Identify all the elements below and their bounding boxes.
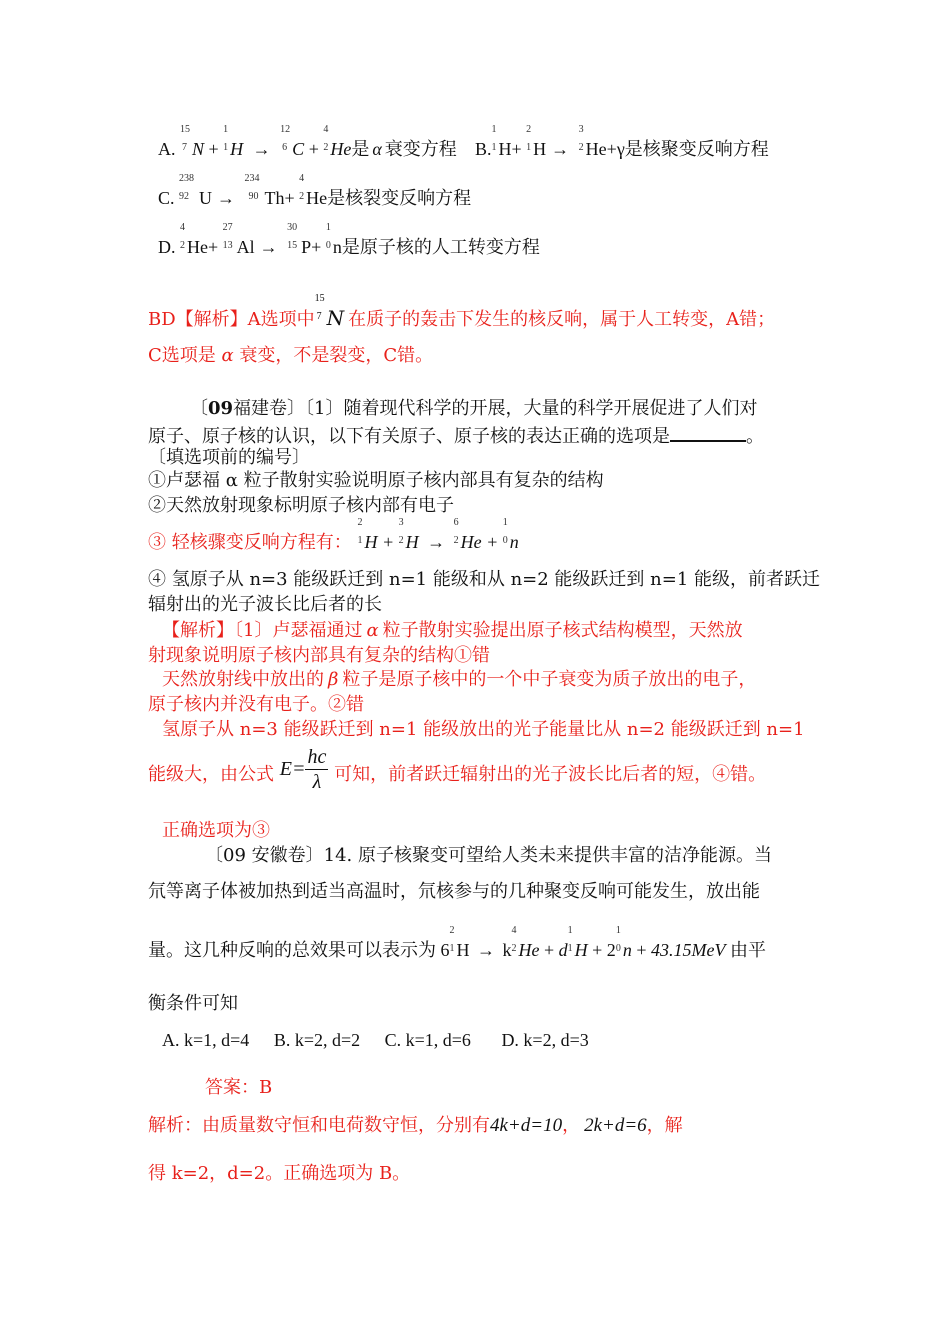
alpha-symbol: α: [372, 139, 382, 159]
nuclide-c12: 12 6 C: [280, 124, 305, 159]
nuclide-he3: 3 2 He: [578, 124, 607, 159]
nuclide-he4d: 4 2 He: [180, 222, 208, 257]
energy-formula: [279, 745, 334, 793]
nuclide-he4c: 4 2 He: [299, 173, 328, 208]
q3-exp-line1: 解析：由质量数守恒和电荷数守恒，分别有4k+d=10， 2k+d=6，解: [148, 1115, 683, 1136]
option-b: B. 1 1 H+ 2 1 H → 3 2 He+γ是核聚变反响方程: [475, 124, 769, 159]
q2-exp-line6: [148, 745, 766, 805]
option-a-label: A.: [158, 139, 176, 159]
nuclide-p30: 30 15 P: [287, 222, 312, 257]
q2-exp6-b: 可知，前者跃迁辐射出的光子波长比后者的短，④错。: [334, 764, 767, 785]
q1-explanation-line2: [148, 344, 433, 368]
answer-blank[interactable]: [670, 422, 746, 442]
q2-exp-line3: [162, 668, 756, 692]
q2-head-text: 福建卷〕〔1〕随着现代科学的开展，大量的科学开展促进了人们对: [233, 398, 758, 419]
option-b-label: B.: [475, 139, 492, 159]
fusion-equation: 2 1 H + 3 2 H → 6 2 He + 1 0 n: [357, 517, 519, 552]
option-c-tail: 是核裂变反响方程: [327, 188, 472, 208]
alpha-symbol-2: α: [221, 345, 234, 366]
q3-heading: 〔09 安徽卷〕14. 原子核聚变可望给人类未来提供丰富的洁净能源。当: [205, 845, 772, 866]
nuclide-he4: 4 2 He: [323, 124, 352, 159]
q2-correct: 正确选项为③: [162, 820, 270, 841]
q2-exp1-b: 粒子散射实验提出原子核式结构模型，天然放: [382, 620, 743, 641]
q2-exp-line2: 射现象说明原子核内部具有复杂的结构①错: [148, 645, 490, 666]
option-a: A. 15 7 N + 1 1 H → 12 6 C + 4 2 He是 α 衰变方程: [158, 124, 457, 159]
formula-denominator: λ: [312, 770, 322, 793]
q2-year: 09: [208, 398, 234, 419]
q3-line2: 氘等离子体被加热到适当高温时，氘核参与的几种聚变反响可能发生，放出能: [148, 881, 760, 902]
q3-line3-end: 由平: [729, 940, 766, 961]
alpha-symbol-3: α: [366, 620, 379, 641]
nuclide-n15-inline: 15 7 N: [314, 293, 345, 330]
beta-symbol: β: [328, 669, 339, 690]
q1-explanation-line1: [148, 293, 776, 332]
q2-exp3-a: 天然放射线中放出的: [162, 669, 324, 690]
option-a-tail: 衰变方程: [384, 139, 457, 159]
q2-exp6-a: 能级大，由公式: [148, 764, 274, 785]
q3-line4: 衡条件可知: [148, 993, 238, 1014]
q2-bracket: 〔: [190, 398, 208, 419]
option-d: D. 4 2 He+ 27 13 Al → 30 15 P+ 1 0 n是原子核的人工转变方程: [158, 222, 540, 257]
equation-1: 4k+d=10: [490, 1115, 563, 1136]
nuclide-th234: 234 90 Th: [244, 173, 285, 208]
q3-answer: 答案：B: [205, 1077, 273, 1098]
q2-item3: [148, 517, 519, 555]
q3-options: [162, 1028, 589, 1052]
q1-answer-c-rest: 衰变，不是裂变，C错。: [239, 345, 434, 366]
q2-exp-line1: [162, 619, 743, 643]
total-reaction-equation: 6 2 1 H → k 4 2 He + d 1 1 H + 2 1 0 n + 43.15MeV: [436, 925, 726, 960]
equation-2: 2k+d=6: [584, 1115, 647, 1136]
nuclide-h1: 1 1 H: [223, 124, 244, 159]
q2-exp-line4: 原子核内并没有电子。②错: [148, 694, 364, 715]
nuclide-h2: 2 1 H: [526, 124, 547, 159]
q2-line2-end: 。: [746, 426, 764, 447]
q1-answer-c: C选项是: [148, 345, 216, 366]
q3-option-b: B. k=2, d=2: [273, 1030, 361, 1050]
q2-item4-b: 辐射出的光子波长比后者的长: [148, 594, 382, 615]
q1-answer-rest: 在质子的轰击下发生的核反响，属于人工转变，A错；: [348, 309, 776, 330]
nuclide-n1: 1 0 n: [325, 222, 342, 257]
q3-option-d: D. k=2, d=3: [501, 1030, 589, 1050]
q2-line3: 〔填选项前的编号〕: [148, 447, 310, 468]
q2-item1: ①卢瑟福 α 粒子散射实验说明原子核内部具有复杂的结构: [148, 470, 604, 491]
q2-line2: [148, 422, 764, 449]
nuclide-h1b: 1 1 H: [491, 124, 512, 159]
q2-exp3-b: 粒子是原子核中的一个中子衰变为质子放出的电子，: [342, 669, 757, 690]
q3-exp-a: 解析：由质量数守恒和电荷数守恒，分别有: [148, 1115, 490, 1136]
gamma-symbol: γ: [616, 139, 625, 159]
q2-exp1-a: 【解析】〔1〕卢瑟福通过: [162, 620, 363, 641]
nuclide-n15: 15 7 N: [180, 124, 205, 159]
formula-lhs: E=: [279, 758, 306, 780]
q3-exp-end: ，解: [646, 1115, 683, 1136]
option-d-tail: 是原子核的人工转变方程: [341, 237, 540, 257]
q3-line3: [148, 925, 766, 963]
q2-heading: [190, 397, 758, 421]
nuclide-al27: 27 13 Al: [222, 222, 255, 257]
option-b-tail: 是核聚变反响方程: [624, 139, 769, 159]
q3-exp-line2: 得 k=2，d=2。正确选项为 B。: [148, 1163, 411, 1184]
option-c-label: C.: [158, 188, 175, 208]
q1-answer-prefix: BD【解析】A选项中: [148, 309, 315, 330]
q2-exp-line5: 氢原子从 n=3 能级跃迁到 n=1 能级放出的光子能量比从 n=2 能级跃迁到 n=1: [162, 719, 805, 740]
option-d-label: D.: [158, 237, 176, 257]
q3-option-c: C. k=1, d=6: [384, 1030, 471, 1050]
q2-item3-text: ③ 轻核骤变反响方程有：: [148, 532, 352, 553]
formula-numerator: hc: [307, 745, 327, 768]
q3-line3-text: 量。这几种反响的总效果可以表示为: [148, 940, 436, 961]
option-c: C. 238 92 U → 234 90 Th+ 4 2 He是核裂变反响方程: [158, 173, 472, 208]
nuclide-u238: 238 92 U: [179, 173, 213, 208]
q3-option-a: A. k=1, d=4: [162, 1030, 250, 1050]
q2-line2-text: 原子、原子核的认识，以下有关原子、原子核的表达正确的选项是: [148, 426, 670, 447]
energy-value: 43.15MeV: [650, 940, 726, 960]
q2-item2: ②天然放射现象标明原子核内部有电子: [148, 495, 454, 516]
option-a-text: 是: [351, 139, 370, 159]
q2-item4-a: ④ 氢原子从 n=3 能级跃迁到 n=1 能级和从 n=2 能级跃迁到 n=1 能级，前者跃迁: [148, 569, 821, 590]
